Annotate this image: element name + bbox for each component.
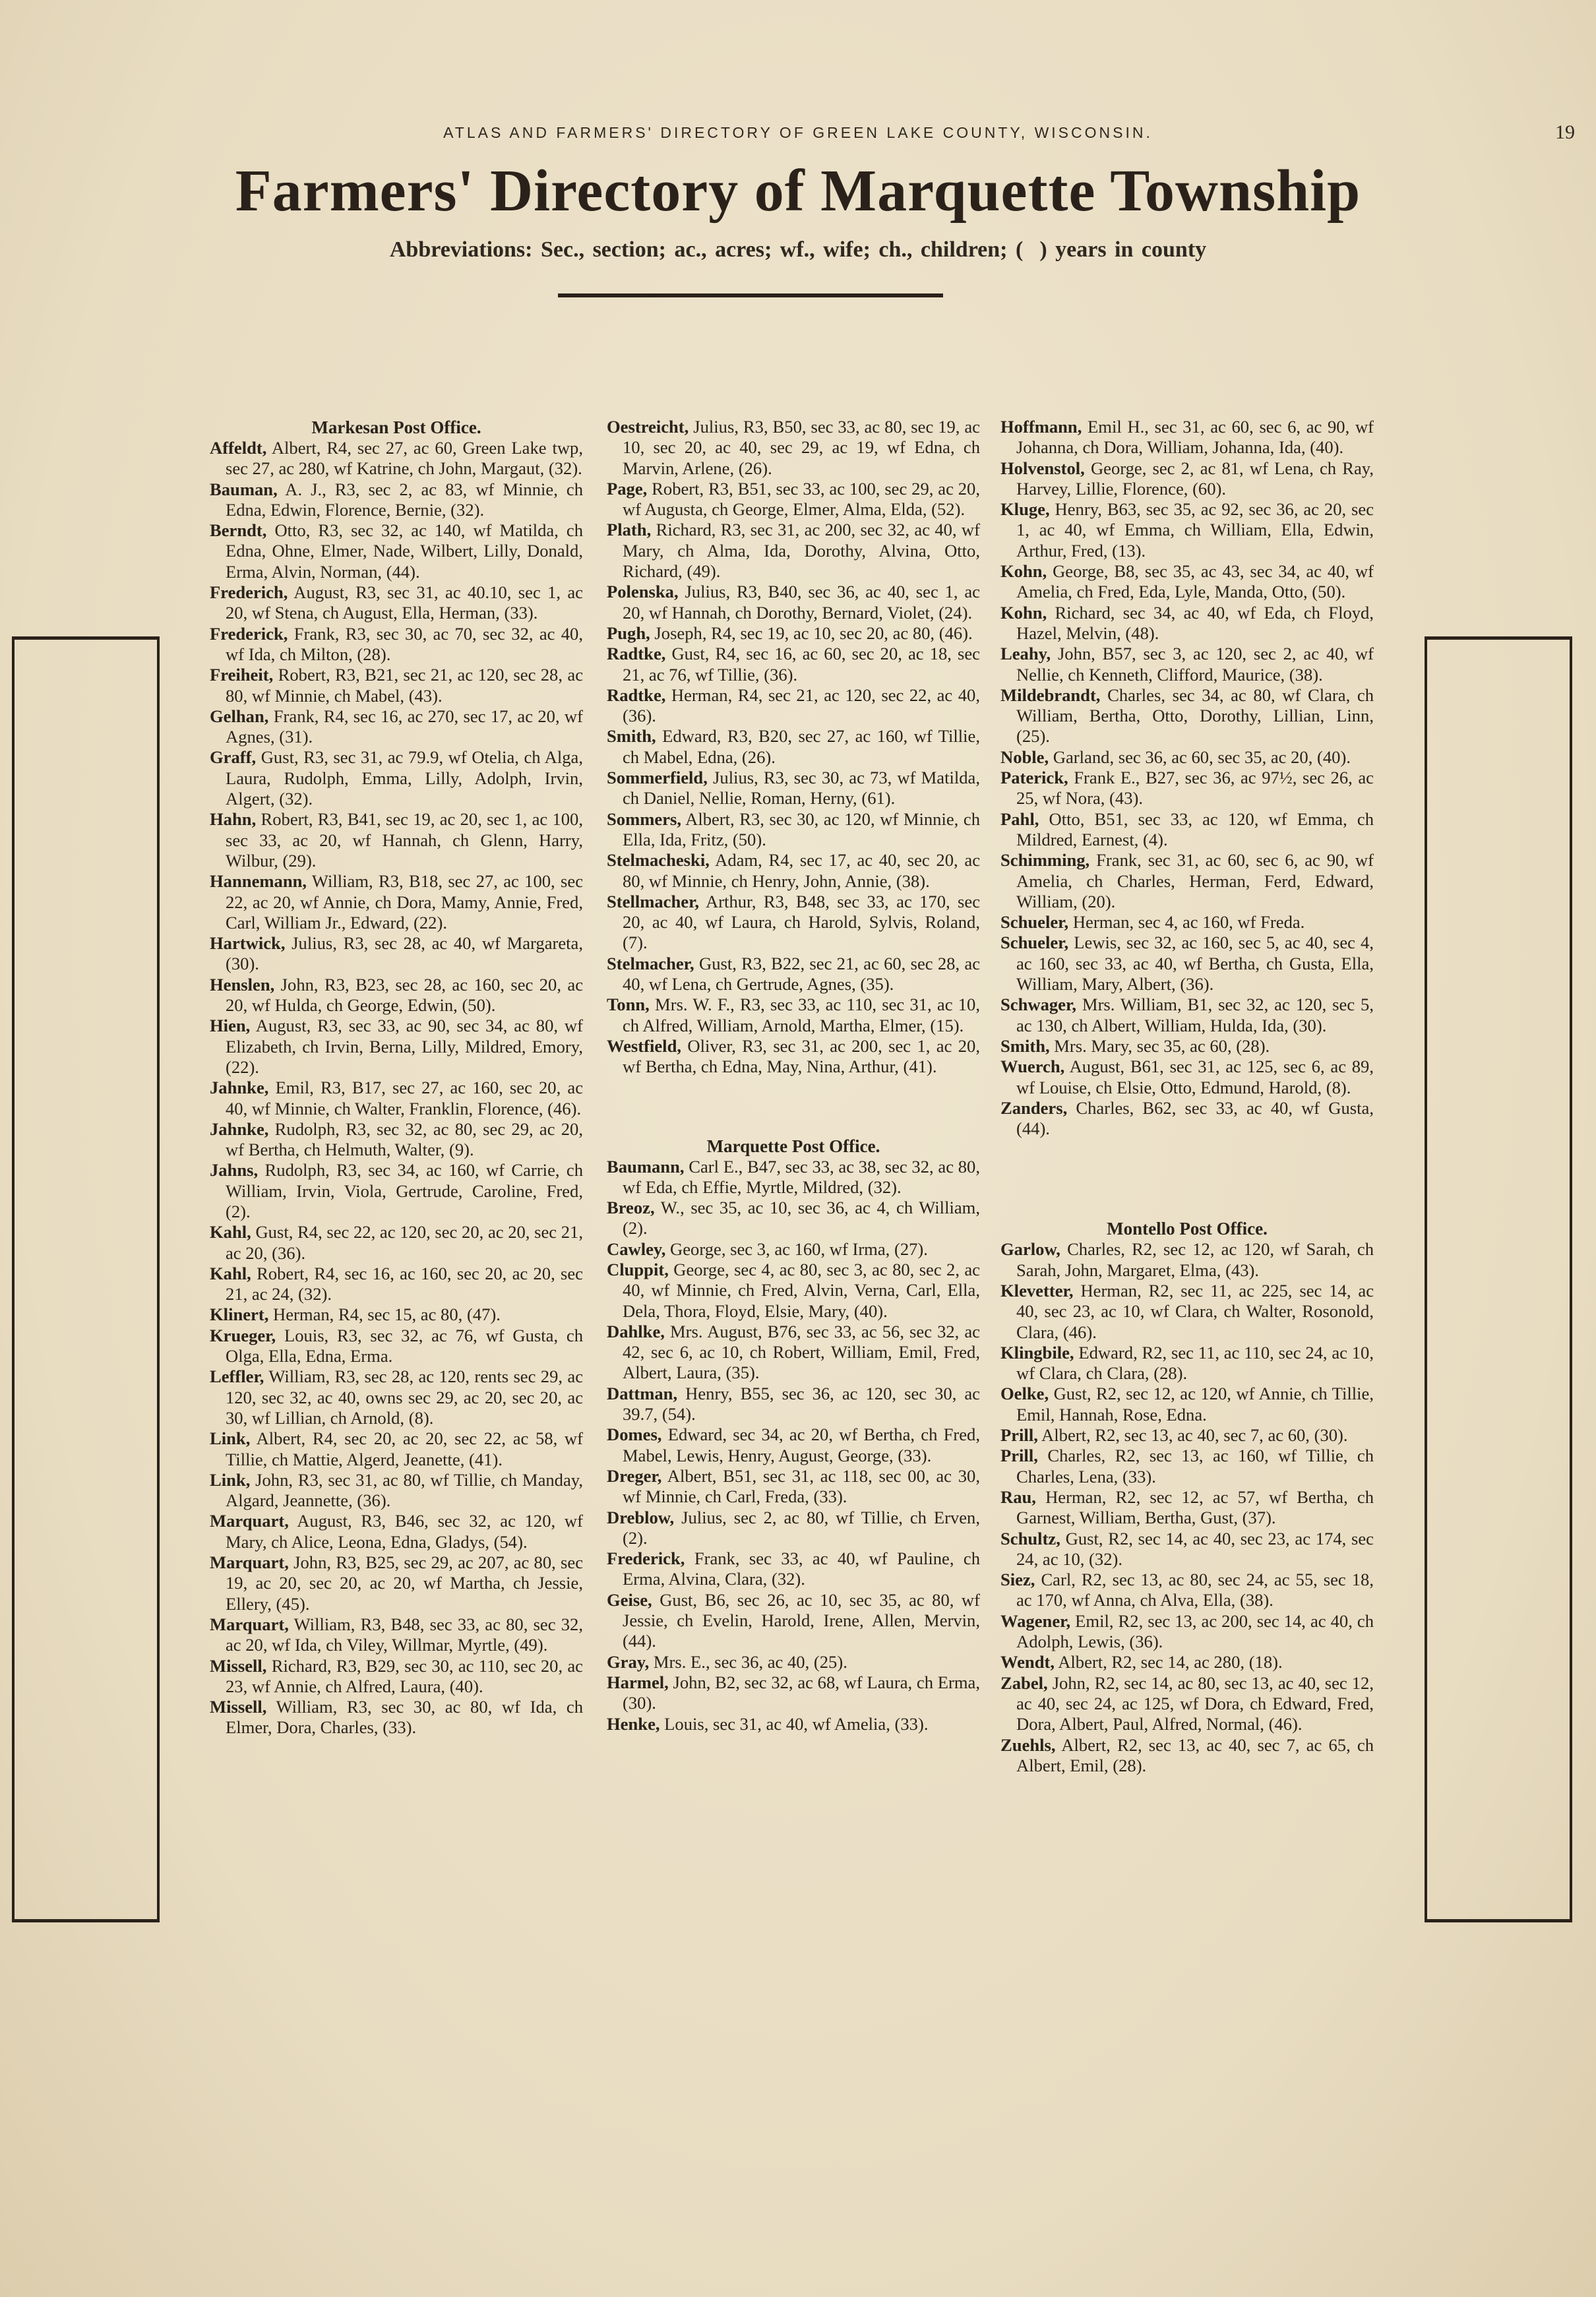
entry-details: Henry, B63, sec 35, ac 92, sec 36, ac 20, sec 1, ac 40, wf Emma, ch William, Ella, Edwin, Arthur, Fred, (13). [1016, 499, 1374, 561]
entry-details: Herman, R4, sec 21, ac 120, sec 22, ac 40, (36). [623, 685, 980, 726]
entry-surname: Hoffmann, [1000, 417, 1082, 437]
entry-details: Albert, R2, sec 14, ac 280, (18). [1055, 1652, 1283, 1672]
directory-entry [210, 747, 583, 809]
entry-details: Charles, B62, sec 33, ac 40, wf Gusta, (44). [1016, 1097, 1374, 1139]
directory-entry [607, 995, 980, 1036]
directory-entry [210, 1222, 583, 1264]
directory-entry [607, 1424, 980, 1466]
entry-details: Julius, R3, B50, sec 33, ac 80, sec 19, ac 10, sec 20, ac 40, sec 29, ac 19, wf Edna, ch Marvin, Arlene, (26). [623, 417, 980, 478]
directory-entry [607, 1198, 980, 1239]
entry-details: Joseph, R4, sec 19, ac 10, sec 20, ac 80, (46). [650, 623, 973, 643]
entry-details: August, B61, sec 31, ac 125, sec 6, ac 89, wf Louise, ch Elsie, Otto, Edmund, Harold, (8). [1016, 1057, 1374, 1097]
markesan-section [210, 417, 583, 1738]
entry-details: William, R3, B18, sec 27, ac 100, sec 22, ac 20, wf Annie, ch Dora, Mamy, Annie, Fred, Carl, William Jr., Edward, (22). [226, 871, 583, 933]
entry-surname: Radtke, [607, 685, 666, 705]
directory-entry [1000, 1057, 1374, 1098]
directory-entry [210, 871, 583, 933]
entry-details: Louis, sec 31, ac 40, wf Amelia, (33). [660, 1713, 929, 1734]
entry-surname: Kahl, [210, 1263, 251, 1283]
montello-section [1000, 1218, 1374, 1776]
directory-entry [607, 850, 980, 892]
directory-entry [1000, 995, 1374, 1036]
entry-surname: Klingbile, [1000, 1342, 1074, 1363]
directory-entry [210, 1656, 583, 1698]
entry-surname: Schueler, [1000, 933, 1069, 953]
entry-surname: Dreger, [607, 1465, 662, 1486]
entry-surname: Schueler, [1000, 912, 1069, 933]
entry-surname: Krueger, [210, 1325, 276, 1345]
entry-details: Oliver, R3, sec 31, ac 200, sec 1, ac 20, wf Bertha, ch Edna, May, Nina, Arthur, (41). [623, 1035, 980, 1077]
entry-details: Henry, B55, sec 36, ac 120, sec 30, ac 39.7, (54). [623, 1383, 980, 1424]
directory-entry [210, 1366, 583, 1428]
entry-details: Herman, R2, sec 12, ac 57, wf Bertha, ch Garnest, William, Bertha, Gust, (37). [1016, 1486, 1374, 1528]
entry-surname: Prill, [1000, 1446, 1038, 1466]
entry-details: Mrs. William, B1, sec 32, ac 120, sec 5, ac 130, ch Albert, William, Hulda, Ida, (30). [1016, 995, 1374, 1035]
entry-details: John, B2, sec 32, ac 68, wf Laura, ch Erma, (30). [623, 1672, 980, 1713]
section-heading: Markesan Post Office. [311, 417, 481, 437]
entry-details: Mrs. Mary, sec 35, ac 60, (28). [1049, 1035, 1270, 1056]
directory-entry [1000, 561, 1374, 603]
directory-entry [210, 1614, 583, 1656]
entry-details: Gust, B6, sec 26, ac 10, sec 35, ac 80, wf Jessie, ch Evelin, Harold, Irene, Allen, Mervin, (44). [623, 1589, 980, 1651]
entry-details: Albert, R2, sec 13, ac 40, sec 7, ac 60, (30). [1037, 1425, 1348, 1446]
entry-surname: Hahn, [210, 809, 257, 830]
entry-details: George, B8, sec 35, ac 43, sec 34, ac 40, wf Amelia, ch Fred, Eda, Lyle, Manda, Otto, (50). [1016, 561, 1374, 602]
directory-entry [1000, 1036, 1374, 1057]
abbreviations-line: Abbreviations: Sec., section; ac., acres; wf., wife; ch., children; ( ) years in county [389, 237, 1207, 262]
directory-entry [210, 809, 583, 871]
entry-surname: Zabel, [1000, 1672, 1048, 1693]
entry-list [1000, 1239, 1374, 1776]
entry-surname: Stelmacher, [607, 953, 694, 973]
directory-entry [607, 768, 980, 809]
entry-surname: Noble, [1000, 747, 1049, 767]
entry-details: Gust, R4, sec 22, ac 120, sec 20, ac 20, sec 21, ac 20, (36). [226, 1222, 583, 1263]
entry-details: August, R3, sec 31, ac 40.10, sec 1, ac 20, wf Stena, ch August, Ella, Herman, (33). [226, 582, 583, 623]
entry-surname: Sommerfield, [607, 768, 708, 788]
entry-details: Robert, R3, B51, sec 33, ac 100, sec 29, ac 20, wf Augusta, ch George, Elmer, Alma, Elda, (52). [623, 478, 980, 520]
directory-entry [210, 1511, 583, 1552]
entry-list [210, 438, 583, 1738]
entry-surname: Zanders, [1000, 1097, 1068, 1118]
entry-details: Gust, R4, sec 16, ac 60, sec 20, ac 18, sec 21, ac 76, wf Tillie, (36). [623, 644, 980, 685]
directory-entry [210, 1428, 583, 1470]
directory-entry [1000, 1281, 1374, 1343]
entry-details: John, R3, B25, sec 29, ac 207, ac 80, sec 19, ac 20, sec 20, ac 20, wf Martha, ch Jessie, Ellery, (45). [226, 1552, 583, 1614]
entry-surname: Hartwick, [210, 933, 286, 954]
entry-surname: Oestreicht, [607, 417, 689, 437]
entry-surname: Sommers, [607, 809, 681, 829]
entry-details: Albert, B51, sec 31, ac 118, sec 00, ac 30, wf Minnie, ch Carl, Freda, (33). [623, 1465, 980, 1507]
entry-details: Albert, R4, sec 27, ac 60, Green Lake twp, sec 27, ac 280, wf Katrine, ch John, Margaut, (32). [226, 438, 583, 479]
directory-entry [1000, 1611, 1374, 1653]
directory-entry [607, 1384, 980, 1425]
directory-entry [210, 1160, 583, 1222]
entry-details: Julius, R3, sec 28, ac 40, wf Margareta, (30). [226, 933, 583, 974]
entry-surname: Gray, [607, 1651, 650, 1672]
directory-entry [1000, 1735, 1374, 1777]
entry-surname: Gelhan, [210, 706, 269, 726]
entry-surname: Leffler, [210, 1366, 264, 1387]
entry-surname: Dreblow, [607, 1507, 675, 1527]
entry-details: William, R3, B48, sec 33, ac 80, sec 32, ac 20, wf Ida, ch Viley, Willmar, Myrtle, (49). [226, 1614, 583, 1655]
directory-entry [607, 1036, 980, 1078]
page-number: 19 [1555, 121, 1575, 143]
directory-entry [607, 892, 980, 954]
entry-surname: Plath, [607, 520, 652, 540]
entry-surname: Marquart, [210, 1511, 289, 1531]
entry-surname: Missell, [210, 1655, 267, 1676]
entry-details: Adam, R4, sec 17, ac 40, sec 20, ac 80, wf Minnie, ch Henry, John, Annie, (38). [623, 850, 980, 891]
entry-surname: Marquart, [210, 1552, 289, 1573]
entry-details: Richard, R3, sec 31, ac 200, sec 32, ac 40, wf Mary, ch Alma, Ida, Dorothy, Alvina, Otto, Richard, (49). [623, 520, 980, 582]
entry-details: Albert, R2, sec 13, ac 40, sec 7, ac 65, ch Albert, Emil, (28). [1016, 1734, 1374, 1775]
entry-surname: Polenska, [607, 582, 679, 602]
directory-entry [607, 1157, 980, 1198]
entry-details: John, R2, sec 14, ac 80, sec 13, ac 40, sec 12, ac 40, sec 24, ac 125, wf Dora, ch Edward, Fred, Dora, Albert, Paul, Alfred, Normal, (46). [1016, 1672, 1374, 1734]
directory-entry [607, 1590, 980, 1652]
entry-surname: Link, [210, 1428, 251, 1449]
entry-details: Richard, sec 34, ac 40, wf Eda, ch Floyd, Hazel, Melvin, (48). [1016, 602, 1374, 643]
right-margin-frame [1425, 636, 1572, 1922]
entry-list [607, 417, 980, 1078]
entry-surname: Missell, [210, 1697, 267, 1717]
entry-surname: Tonn, [607, 995, 650, 1015]
entry-details: Gust, R2, sec 12, ac 120, wf Annie, ch Tillie, Emil, Hannah, Rose, Edna. [1016, 1384, 1374, 1424]
directory-entry [607, 1466, 980, 1508]
entry-surname: Page, [607, 478, 648, 499]
directory-entry [607, 644, 980, 685]
entry-details: John, B57, sec 3, ac 120, sec 2, ac 40, wf Nellie, ch Kenneth, Clifford, Maurice, (38). [1016, 644, 1374, 685]
directory-entry [607, 582, 980, 623]
entry-surname: Stelmacheski, [607, 850, 710, 871]
entry-details: Robert, R3, B21, sec 21, ac 120, sec 28, ac 80, wf Minnie, ch Mabel, (43). [226, 665, 583, 706]
entry-details: Albert, R3, sec 30, ac 120, wf Minnie, ch Ella, Ida, Fritz, (50). [623, 809, 980, 849]
entry-details: Herman, sec 4, ac 160, wf Freda. [1068, 912, 1305, 933]
entry-details: Herman, R2, sec 11, ac 225, sec 14, ac 40, sec 23, ac 10, wf Clara, ch Walter, Rosonold, Clara, (46). [1016, 1280, 1374, 1342]
directory-entry [607, 1714, 980, 1734]
entry-details: George, sec 3, ac 160, wf Irma, (27). [665, 1239, 928, 1259]
entry-surname: Freiheit, [210, 665, 274, 685]
entry-surname: Hien, [210, 1016, 251, 1036]
directory-entry [607, 1508, 980, 1549]
entry-surname: Jahnke, [210, 1118, 269, 1139]
entry-details: Gust, R3, B22, sec 21, ac 60, sec 28, ac 40, wf Lena, ch Gertrude, Agnes, (35). [623, 953, 980, 995]
entry-details: Gust, R3, sec 31, ac 79.9, wf Otelia, ch Alga, Laura, Rudolph, Emma, Lilly, Adolph, Irvin, Algert, (32). [226, 747, 583, 809]
title-divider [558, 293, 943, 297]
left-margin-frame [12, 636, 160, 1922]
entry-details: Frank, R3, sec 30, ac 70, sec 32, ac 40, wf Ida, ch Milton, (28). [226, 623, 583, 664]
entry-details: Edward, R3, B20, sec 27, ac 160, wf Tillie, ch Mabel, Edna, (26). [623, 726, 980, 767]
directory-entry [210, 624, 583, 665]
entry-details: Edward, R2, sec 11, ac 110, sec 24, ac 10, wf Clara, ch Clara, (28). [1016, 1342, 1374, 1384]
section-heading: Montello Post Office. [1107, 1219, 1268, 1239]
entry-details: Mrs. August, B76, sec 33, ac 56, sec 32, ac 42, sec 6, ac 10, ch Robert, William, Emil, Fred, Albert, Laura, (35). [623, 1321, 980, 1383]
entry-surname: Oelke, [1000, 1384, 1049, 1404]
entry-surname: Domes, [607, 1424, 662, 1445]
entry-surname: Marquart, [210, 1614, 289, 1634]
directory-entry [210, 1078, 583, 1119]
directory-entry [210, 706, 583, 748]
entry-surname: Dattman, [607, 1383, 678, 1403]
entry-details: William, R3, sec 28, ac 120, rents sec 29, ac 120, sec 32, ac 40, owns sec 29, ac 20, sec 20, ac 30, wf Lillian, ch Arnold, (8). [226, 1366, 583, 1428]
entry-details: August, R3, sec 33, ac 90, sec 34, ac 80, wf Elizabeth, ch Irvin, Berna, Lilly, Mildred, Emory, (22). [226, 1016, 583, 1077]
entry-details: Emil, R2, sec 13, ac 200, sec 14, ac 40, ch Adolph, Lewis, (36). [1016, 1610, 1374, 1652]
entry-details: Lewis, sec 32, ac 160, sec 5, ac 40, sec 4, ac 160, sec 33, ac 40, wf Bertha, ch Gusta, Ella, William, Mary, Albert, (36). [1016, 933, 1374, 995]
entry-surname: Schimming, [1000, 850, 1090, 871]
entry-details: Frank, sec 33, ac 40, wf Pauline, ch Erma, Alvina, Clara, (32). [623, 1548, 980, 1589]
entry-surname: Jahns, [210, 1160, 259, 1180]
entry-surname: Berndt, [210, 520, 267, 541]
entry-details: W., sec 35, ac 10, sec 36, ac 4, ch William, (2). [623, 1198, 980, 1239]
entry-surname: Rau, [1000, 1486, 1036, 1507]
directory-entry [607, 417, 980, 479]
entry-surname: Baumann, [607, 1156, 685, 1177]
entry-details: Emil H., sec 31, ac 60, sec 6, ac 90, wf Johanna, ch Dora, William, Johanna, Ida, (40). [1016, 417, 1374, 458]
directory-entry [1000, 417, 1374, 458]
directory-entry [1000, 933, 1374, 995]
entry-details: John, R3, sec 31, ac 80, wf Tillie, ch Manday, Algard, Jeannette, (36). [226, 1469, 583, 1511]
entry-surname: Wendt, [1000, 1652, 1055, 1672]
entry-surname: Smith, [1000, 1035, 1050, 1056]
column-3 [1000, 417, 1374, 1829]
entry-details: Edward, sec 34, ac 20, wf Bertha, ch Fred, Mabel, Lewis, Henry, August, George, (33). [623, 1424, 980, 1465]
entry-surname: Zuehls, [1000, 1734, 1056, 1755]
directory-entry [1000, 1570, 1374, 1611]
entry-surname: Cawley, [607, 1239, 666, 1259]
entry-surname: Pugh, [607, 623, 650, 643]
entry-details: Otto, R3, sec 32, ac 140, wf Matilda, ch Edna, Ohne, Elmer, Nade, Wilbert, Lilly, Donald, Erma, Alvin, Norman, (44). [226, 520, 583, 582]
directory-entry [607, 1322, 980, 1384]
directory-entry [210, 1326, 583, 1367]
directory-entry [1000, 644, 1374, 685]
section-heading: Marquette Post Office. [706, 1136, 880, 1156]
directory-entry [1000, 768, 1374, 809]
directory-entry [607, 1672, 980, 1714]
entry-surname: Wagener, [1000, 1610, 1071, 1631]
page-title: Farmers' Directory of Marquette Township [235, 158, 1361, 224]
entry-surname: Frederick, [210, 623, 288, 644]
entry-surname: Leahy, [1000, 644, 1051, 664]
entry-details: Julius, R3, B40, sec 36, ac 40, sec 1, ac 20, wf Hannah, ch Dorothy, Bernard, Violet, (24). [623, 582, 980, 623]
entry-surname: Frederick, [607, 1548, 685, 1569]
directory-entry [1000, 1446, 1374, 1487]
directory-entry [1000, 458, 1374, 500]
entry-surname: Smith, [607, 726, 656, 747]
directory-entry [607, 726, 980, 768]
directory-entry [210, 1119, 583, 1161]
directory-entry [607, 1239, 980, 1260]
entry-surname: Breoz, [607, 1198, 655, 1218]
column-1 [210, 417, 583, 1791]
entry-details: Louis, R3, sec 32, ac 76, wf Gusta, ch Olga, Ella, Edna, Erma. [226, 1325, 583, 1366]
directory-entry [1000, 1652, 1374, 1672]
entry-surname: Affeldt, [210, 438, 267, 458]
directory-entry [607, 1260, 980, 1322]
directory-entry [210, 582, 583, 624]
directory-entry [210, 479, 583, 521]
directory-entry [607, 809, 980, 851]
entry-surname: Kohn, [1000, 561, 1047, 582]
entry-surname: Schultz, [1000, 1528, 1060, 1548]
directory-entry [607, 1652, 980, 1672]
entry-surname: Kohn, [1000, 602, 1047, 623]
entry-surname: Kahl, [210, 1222, 251, 1242]
directory-entry [210, 1552, 583, 1614]
entry-surname: Link, [210, 1469, 251, 1490]
entry-details: Arthur, R3, B48, sec 33, ac 170, sec 20, ac 40, wf Laura, ch Harold, Sylvis, Roland, (7). [623, 891, 980, 953]
entry-details: Richard, R3, B29, sec 30, ac 110, sec 20, ac 23, wf Annie, ch Alfred, Laura, (40). [226, 1655, 583, 1696]
directory-entry [1000, 1384, 1374, 1425]
entry-surname: Radtke, [607, 644, 666, 664]
entry-details: Gust, R2, sec 14, ac 40, sec 23, ac 174, sec 24, ac 10, (32). [1016, 1528, 1374, 1569]
entry-surname: Graff, [210, 747, 257, 768]
directory-entry [1000, 685, 1374, 747]
directory-entry [210, 1697, 583, 1738]
entry-details: Carl E., B47, sec 33, ac 38, sec 32, ac 80, wf Eda, ch Effie, Myrtle, Mildred, (32). [623, 1156, 980, 1197]
entry-details: Charles, R2, sec 12, ac 120, wf Sarah, ch Sarah, John, Margaret, Elma, (43). [1016, 1239, 1374, 1280]
entry-surname: Prill, [1000, 1425, 1038, 1446]
directory-entry [210, 438, 583, 479]
entry-list [1000, 417, 1374, 1139]
entry-details: John, R3, B23, sec 28, ac 160, sec 20, ac 20, wf Hulda, ch George, Edwin, (50). [226, 974, 583, 1016]
directory-entry [1000, 499, 1374, 561]
entry-surname: Mildebrandt, [1000, 685, 1101, 705]
entry-surname: Schwager, [1000, 995, 1076, 1015]
entry-details: Herman, R4, sec 15, ac 80, (47). [268, 1304, 501, 1325]
entry-surname: Garlow, [1000, 1239, 1060, 1260]
directory-entry [1000, 1098, 1374, 1140]
directory-entry [1000, 747, 1374, 768]
entry-details: Emil, R3, B17, sec 27, ac 160, sec 20, ac 40, wf Minnie, ch Walter, Franklin, Florence, (46). [226, 1078, 583, 1118]
entry-details: Mrs. E., sec 36, ac 40, (25). [649, 1651, 847, 1672]
entry-details: Robert, R3, B41, sec 19, ac 20, sec 1, ac 100, sec 33, ac 20, wf Hannah, ch Glenn, Harry, Wilbur, (29). [226, 809, 583, 871]
entry-surname: Frederich, [210, 582, 288, 603]
directory-entry [1000, 809, 1374, 851]
entry-details: Carl, R2, sec 13, ac 80, sec 24, ac 55, sec 18, ac 170, wf Anna, ch Alva, Ella, (38). [1016, 1570, 1374, 1610]
entry-surname: Dahlke, [607, 1321, 665, 1341]
directory-entry [607, 520, 980, 582]
entry-details: Charles, R2, sec 13, ac 160, wf Tillie, ch Charles, Lena, (33). [1016, 1446, 1374, 1486]
directory-entry [1000, 1425, 1374, 1446]
entry-details: Mrs. W. F., R3, sec 33, ac 110, sec 31, ac 10, ch Alfred, William, Arnold, Martha, Elmer, (15). [623, 995, 980, 1035]
directory-entry [210, 1304, 583, 1325]
entry-details: Garland, sec 36, ac 60, sec 35, ac 20, (40). [1049, 747, 1351, 767]
entry-surname: Bauman, [210, 479, 278, 499]
entry-details: Albert, R4, sec 20, ac 20, sec 22, ac 58, wf Tillie, ch Mattie, Algerd, Jeanette, (41). [226, 1428, 583, 1469]
entry-list [607, 1157, 980, 1734]
entry-surname: Cluppit, [607, 1259, 669, 1279]
directory-entry [1000, 1343, 1374, 1384]
entry-details: Charles, sec 34, ac 80, wf Clara, ch William, Bertha, Otto, Dorothy, Lillian, Linn, (25). [1016, 685, 1374, 747]
entry-surname: Klinert, [210, 1304, 269, 1325]
entry-surname: Kluge, [1000, 499, 1050, 520]
entry-surname: Paterick, [1000, 768, 1068, 788]
entry-surname: Jahnke, [210, 1078, 269, 1098]
entry-details: George, sec 4, ac 80, sec 3, ac 80, sec 2, ac 40, wf Minnie, ch Fred, Alvin, Verna, Carl, Ella, Dela, Thora, Floyd, Elsie, Mary, (40). [623, 1259, 980, 1321]
directory-entry [1000, 912, 1374, 933]
entry-details: Robert, R4, sec 16, ac 160, sec 20, ac 20, sec 21, ac 24, (32). [226, 1263, 583, 1304]
entry-details: August, R3, B46, sec 32, ac 120, wf Mary, ch Alice, Leona, Edna, Gladys, (54). [226, 1511, 583, 1552]
entry-surname: Harmel, [607, 1672, 669, 1692]
entry-details: Rudolph, R3, sec 32, ac 80, sec 29, ac 20, wf Bertha, ch Helmuth, Walter, (9). [226, 1118, 583, 1160]
entry-surname: Holvenstol, [1000, 458, 1085, 478]
directory-entry [1000, 603, 1374, 644]
directory-entry [1000, 1239, 1374, 1281]
entry-details: Otto, B51, sec 33, ac 120, wf Emma, ch Mildred, Earnest, (4). [1016, 809, 1374, 849]
entry-surname: Pahl, [1000, 809, 1039, 829]
entry-surname: Siez, [1000, 1570, 1035, 1590]
directory-entry [1000, 1673, 1374, 1735]
directory-entry [607, 623, 980, 644]
running-header: ATLAS AND FARMERS' DIRECTORY OF GREEN LAKE COUNTY, WISCONSIN. [443, 124, 1153, 141]
directory-entry [210, 1264, 583, 1305]
entry-details: Frank, sec 31, ac 60, sec 6, ac 90, wf Amelia, ch Charles, Herman, Ferd, Edward, William, (20). [1016, 850, 1374, 911]
directory-entry [607, 954, 980, 995]
entry-details: Frank E., B27, sec 36, ac 97½, sec 26, ac 25, wf Nora, (43). [1016, 768, 1374, 809]
entry-surname: Wuerch, [1000, 1057, 1065, 1077]
entry-details: A. J., R3, sec 2, ac 83, wf Minnie, ch Edna, Edwin, Florence, Bernie, (32). [226, 479, 583, 520]
entry-surname: Henslen, [210, 974, 275, 995]
directory-entry [210, 520, 583, 582]
directory-entry [210, 665, 583, 706]
marquette-section [607, 1136, 980, 1734]
directory-entry [210, 1470, 583, 1512]
directory-entry [210, 933, 583, 975]
entry-surname: Hannemann, [210, 871, 307, 892]
entry-details: Julius, R3, sec 30, ac 73, wf Matilda, ch Daniel, Nellie, Roman, Herny, (61). [623, 768, 980, 809]
directory-entry [1000, 1487, 1374, 1529]
entry-details: William, R3, sec 30, ac 80, wf Ida, ch Elmer, Dora, Charles, (33). [226, 1697, 583, 1738]
directory-entry [210, 975, 583, 1016]
directory-entry [607, 1548, 980, 1590]
entry-surname: Westfield, [607, 1035, 682, 1056]
entry-surname: Stellmacher, [607, 891, 700, 911]
entry-details: Frank, R4, sec 16, ac 270, sec 17, ac 20, wf Agnes, (31). [226, 706, 583, 747]
entry-surname: Geise, [607, 1589, 652, 1610]
column-2 [607, 417, 980, 1787]
entry-surname: Henke, [607, 1713, 660, 1734]
entry-details: Rudolph, R3, sec 34, ac 160, wf Carrie, ch William, Irvin, Viola, Gertrude, Caroline, Fred, (2). [226, 1160, 583, 1221]
directory-entry [210, 1016, 583, 1078]
entry-details: Julius, sec 2, ac 80, wf Tillie, ch Erven, (2). [623, 1507, 980, 1548]
entry-details: George, sec 2, ac 81, wf Lena, ch Ray, Harvey, Lillie, Florence, (60). [1016, 458, 1374, 499]
directory-entry [1000, 850, 1374, 912]
directory-entry [1000, 1529, 1374, 1570]
markesan-continued-2 [1000, 417, 1374, 1139]
entry-surname: Klevetter, [1000, 1280, 1074, 1301]
markesan-continued [607, 417, 980, 1078]
directory-entry [607, 685, 980, 727]
directory-entry [607, 479, 980, 520]
